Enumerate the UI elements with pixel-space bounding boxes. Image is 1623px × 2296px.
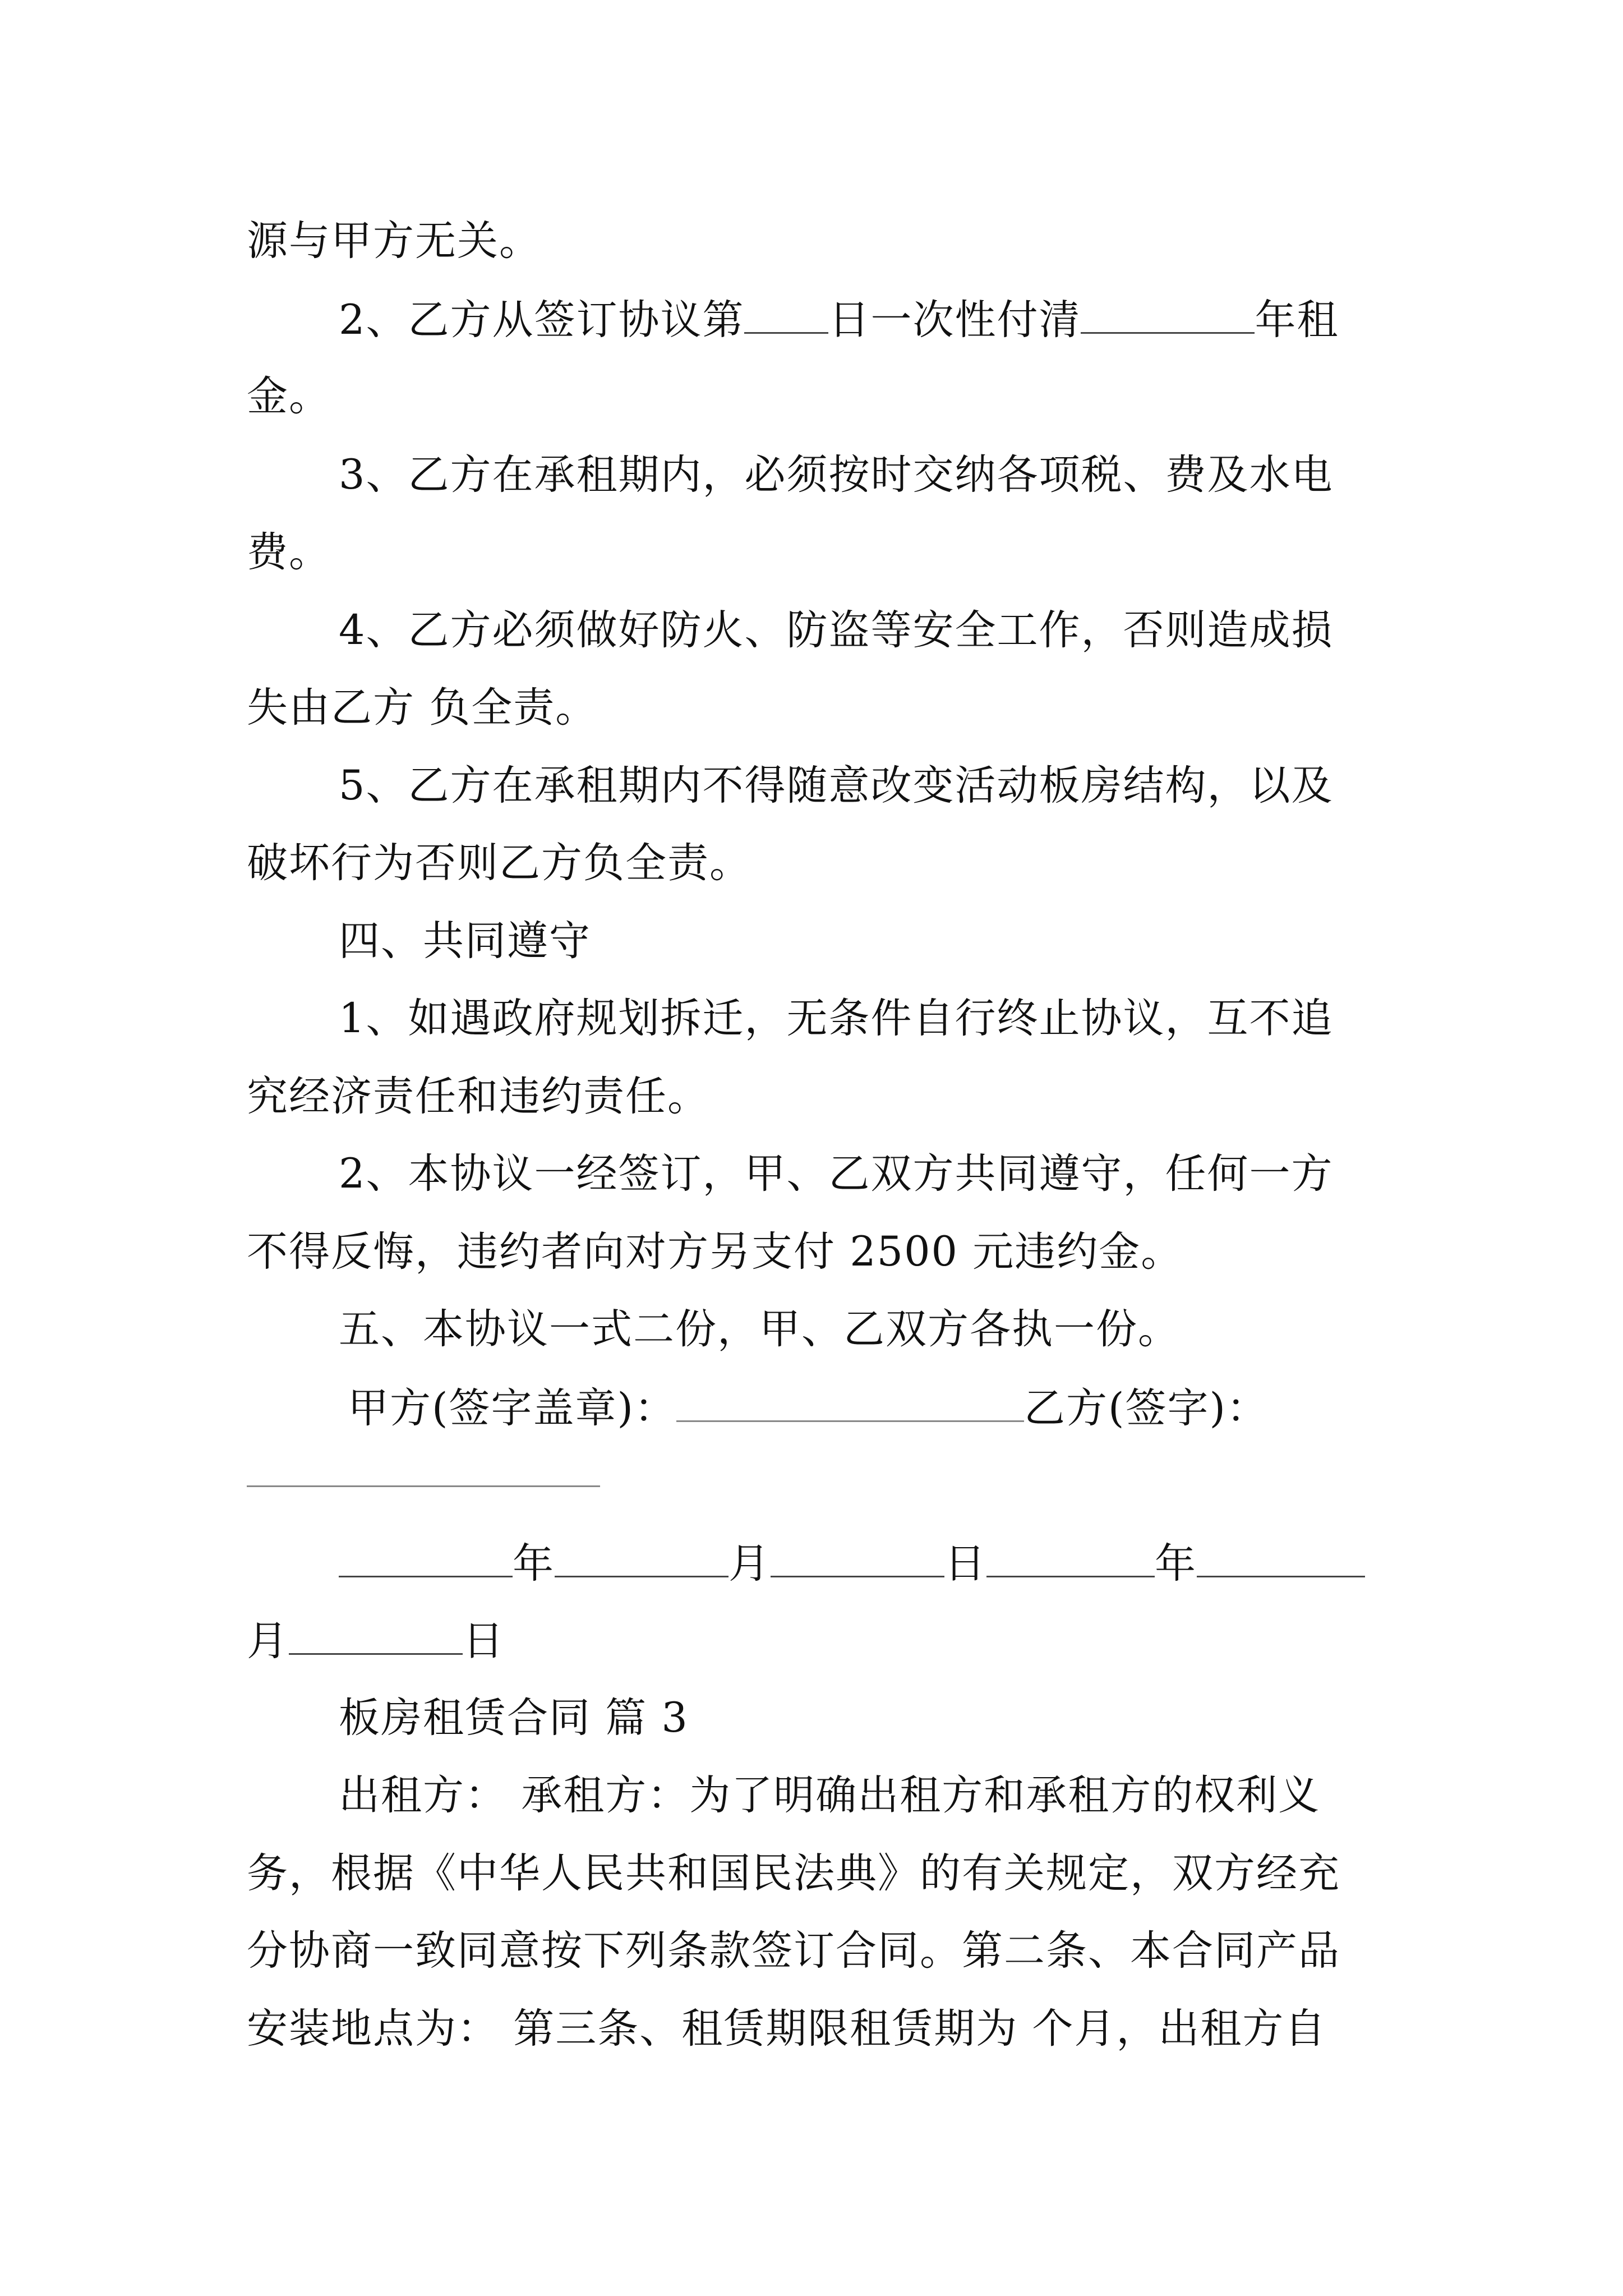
paragraph-line xyxy=(339,606,1483,654)
section-heading xyxy=(339,917,1483,965)
text: 5、乙方在承租期内不得随意改变活动板房结构，以及 xyxy=(339,762,1334,809)
paragraph-line xyxy=(247,1849,1391,1897)
signature-line xyxy=(348,1384,1391,1432)
fill-blank xyxy=(339,1542,513,1577)
text: 4、乙方必须做好防火、防盗等安全工作，否则造成损 xyxy=(339,606,1334,654)
text: 四、共同遵守 xyxy=(339,917,591,965)
signature-blank xyxy=(247,1485,600,1487)
text: 1、如遇政府规划拆迁，无条件自行终止协议，互不追 xyxy=(339,995,1334,1042)
text: 年租 xyxy=(1255,296,1339,344)
paragraph-line xyxy=(339,995,1483,1042)
text: 2、乙方从签订协议第 xyxy=(339,296,745,344)
section-title xyxy=(339,1694,1483,1742)
paragraph-line xyxy=(339,1305,1483,1353)
date-line xyxy=(339,1540,1483,1588)
signature-blank xyxy=(676,1387,1024,1422)
text: 日 xyxy=(944,1540,986,1588)
text: 月 xyxy=(728,1540,771,1588)
text: 出租方： 承租方：为了明确出租方和承租方的权利义 xyxy=(339,1772,1321,1819)
text: 五、本协议一式二份，甲、乙双方各执一份。 xyxy=(339,1305,1180,1353)
party-a-signature-label: 甲方(签字盖章)： xyxy=(348,1384,676,1432)
text: 安装地点为： 第三条、租赁期限租赁期为 个月，出租方自 xyxy=(247,2005,1327,2053)
text: 3、乙方在承租期内，必须按时交纳各项税、费及水电 xyxy=(339,451,1334,499)
party-b-signature-label: 乙方(签字)： xyxy=(1023,1384,1269,1432)
text: 分协商一致同意按下列条款签订合同。第二条、本合同产品 xyxy=(247,1927,1340,1975)
fill-blank xyxy=(744,298,828,334)
text: 破坏行为否则乙方负全责。 xyxy=(247,839,751,887)
text: 究经济责任和违约责任。 xyxy=(247,1073,709,1120)
paragraph-line xyxy=(247,1927,1391,1975)
text: 年 xyxy=(513,1540,555,1588)
text: 失由乙方 负全责。 xyxy=(247,684,598,731)
text: 月 xyxy=(247,1617,289,1665)
paragraph-line xyxy=(339,762,1483,809)
text: 金。 xyxy=(247,372,331,420)
text: 源与甲方无关。 xyxy=(247,217,541,265)
fill-blank xyxy=(986,1542,1155,1577)
paragraph-line xyxy=(247,1073,1391,1120)
text: 费。 xyxy=(247,528,331,576)
text: 日 xyxy=(463,1617,505,1665)
paragraph-line xyxy=(339,451,1483,499)
paragraph-line xyxy=(247,2005,1391,2053)
paragraph-line xyxy=(247,684,1391,731)
fill-blank xyxy=(289,1619,463,1655)
paragraph-line xyxy=(247,528,1391,576)
fill-blank xyxy=(1081,298,1255,334)
paragraph-line xyxy=(339,296,1483,344)
paragraph-line xyxy=(247,372,1391,420)
text: 年 xyxy=(1155,1540,1197,1588)
paragraph-line xyxy=(247,839,1391,887)
fill-blank xyxy=(771,1542,944,1577)
text: 务，根据《中华人民共和国民法典》的有关规定，双方经充 xyxy=(247,1849,1340,1897)
date-line xyxy=(247,1617,1391,1665)
text: 日一次性付清 xyxy=(828,296,1081,344)
text: 不得反悔，违约者向对方另支付 2500 元违约金。 xyxy=(247,1228,1183,1276)
fill-blank xyxy=(555,1542,728,1577)
paragraph-line xyxy=(339,1150,1483,1198)
fill-blank xyxy=(1197,1542,1365,1577)
paragraph-line xyxy=(339,1772,1483,1819)
paragraph-line xyxy=(247,1228,1391,1276)
text: 板房租赁合同 篇 3 xyxy=(339,1694,689,1742)
text: 2、本协议一经签订，甲、乙双方共同遵守，任何一方 xyxy=(339,1150,1334,1198)
paragraph-line xyxy=(247,217,1391,265)
